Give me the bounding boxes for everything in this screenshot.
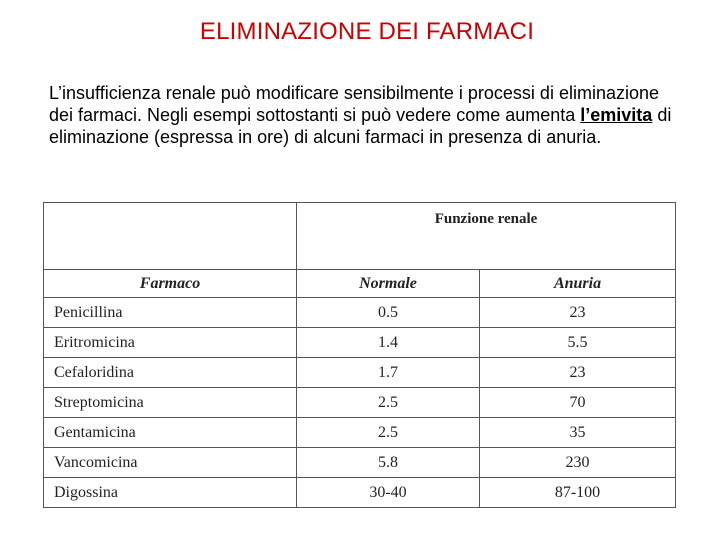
table-row: [44, 448, 676, 478]
drug-name: Penicillina: [44, 298, 297, 328]
anuria-half-life: 230: [480, 448, 676, 478]
slide-title: ELIMINAZIONE DEI FARMACI: [199, 18, 535, 45]
table-group-header-row: [44, 203, 676, 270]
anuria-half-life: 23: [480, 298, 676, 328]
drug-name: Digossina: [44, 478, 297, 508]
intro-text-end: di eliminazione (espressa in ore) di alcuni farmaci in presenza di anuria.: [49, 105, 672, 147]
drug-name: Gentamicina: [44, 418, 297, 448]
column-header-anuria: Anuria: [480, 270, 676, 298]
table-row: [44, 388, 676, 418]
renal-function-header: Funzione renale: [297, 203, 676, 270]
anuria-half-life: 70: [480, 388, 676, 418]
table-column-header-row: [44, 270, 676, 298]
drug-name: Eritromicina: [44, 328, 297, 358]
table-corner-cell: [44, 203, 297, 270]
half-life-table: [43, 202, 676, 508]
column-header-normal: Normale: [297, 270, 480, 298]
intro-highlight: l’emivita: [580, 105, 653, 125]
column-header-drug: Farmaco: [44, 270, 297, 298]
anuria-half-life: 87-100: [480, 478, 676, 508]
drug-name: Streptomicina: [44, 388, 297, 418]
normal-half-life: 1.4: [297, 328, 480, 358]
anuria-half-life: 35: [480, 418, 676, 448]
intro-paragraph: [49, 82, 674, 148]
drug-name: Vancomicina: [44, 448, 297, 478]
table-row: [44, 418, 676, 448]
normal-half-life: 2.5: [297, 418, 480, 448]
table-row: [44, 298, 676, 328]
intro-text-start: L’insufficienza renale può modificare sensibilmente i processi di eliminazione dei farmaci. Negli esempi sottostanti si può vedere come aumenta: [49, 83, 659, 125]
normal-half-life: 2.5: [297, 388, 480, 418]
table-row: [44, 328, 676, 358]
anuria-half-life: 5.5: [480, 328, 676, 358]
normal-half-life: 30-40: [297, 478, 480, 508]
drug-name: Cefaloridina: [44, 358, 297, 388]
anuria-half-life: 23: [480, 358, 676, 388]
normal-half-life: 0.5: [297, 298, 480, 328]
table-row: [44, 478, 676, 508]
normal-half-life: 1.7: [297, 358, 480, 388]
table-row: [44, 358, 676, 388]
normal-half-life: 5.8: [297, 448, 480, 478]
